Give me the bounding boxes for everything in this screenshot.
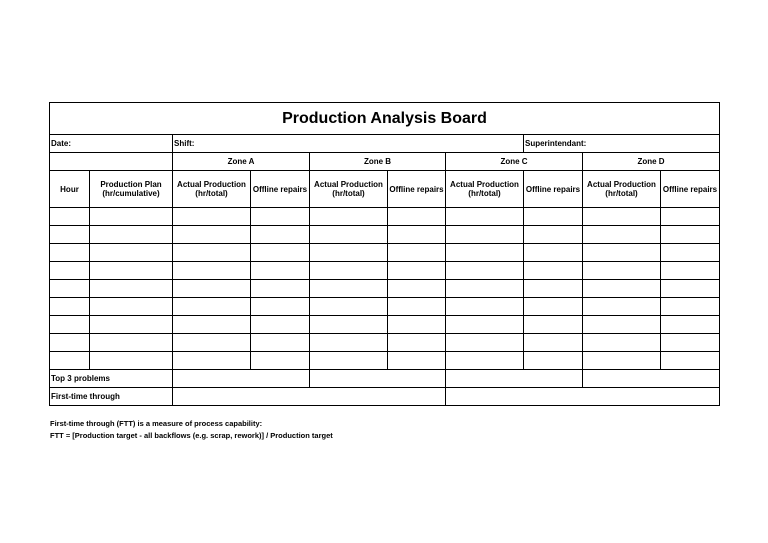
entry-cell[interactable] xyxy=(50,226,90,244)
entry-cell[interactable] xyxy=(90,316,173,334)
entry-cell[interactable] xyxy=(583,262,661,280)
entry-cell[interactable] xyxy=(251,352,310,370)
entry-cell[interactable] xyxy=(173,226,251,244)
actual-header-line1: Actual Production xyxy=(177,180,246,189)
entry-cell[interactable] xyxy=(310,280,388,298)
entry-cell[interactable] xyxy=(310,334,388,352)
actual-header-line2: (hr/total) xyxy=(468,189,501,198)
zone-c-header: Zone C xyxy=(446,153,583,171)
data-row xyxy=(50,226,720,244)
entry-cell[interactable] xyxy=(661,352,720,370)
entry-cell[interactable] xyxy=(583,316,661,334)
zone-b-problems-cell[interactable] xyxy=(310,370,446,388)
data-row xyxy=(50,298,720,316)
data-row xyxy=(50,352,720,370)
actual-header-line2: (hr/total) xyxy=(605,189,638,198)
entry-cell[interactable] xyxy=(173,262,251,280)
entry-cell[interactable] xyxy=(310,298,388,316)
entry-cell[interactable] xyxy=(583,226,661,244)
entry-cell[interactable] xyxy=(661,334,720,352)
entry-cell[interactable] xyxy=(251,226,310,244)
entry-cell[interactable] xyxy=(310,316,388,334)
entry-cell[interactable] xyxy=(50,334,90,352)
entry-cell[interactable] xyxy=(524,334,583,352)
zone-d-offline-header: Offline repairs xyxy=(661,171,720,208)
plan-header-line2: (hr/cumulative) xyxy=(102,189,160,198)
entry-cell[interactable] xyxy=(251,298,310,316)
entry-cell[interactable] xyxy=(90,280,173,298)
entry-cell[interactable] xyxy=(583,208,661,226)
zone-header-spacer xyxy=(50,153,173,171)
entry-cell[interactable] xyxy=(50,244,90,262)
entry-cell[interactable] xyxy=(661,244,720,262)
production-plan-column-header xyxy=(90,171,173,208)
entry-cell[interactable] xyxy=(661,298,720,316)
entry-cell[interactable] xyxy=(173,280,251,298)
entry-cell[interactable] xyxy=(524,280,583,298)
entry-cell[interactable] xyxy=(50,208,90,226)
hour-column-header: Hour xyxy=(50,171,90,208)
plan-header-line1: Production Plan xyxy=(100,180,162,189)
first-time-through-label: First-time through xyxy=(50,388,173,406)
ftt-note-line: FTT = [Production target - all backflows (e.g. scrap, rework)] / Production target xyxy=(50,431,333,440)
entry-cell[interactable] xyxy=(446,244,524,262)
actual-header-line1: Actual Production xyxy=(314,180,383,189)
entry-cell[interactable] xyxy=(524,208,583,226)
shift-field[interactable]: Shift: xyxy=(173,135,524,153)
entry-cell[interactable] xyxy=(446,262,524,280)
entry-cell[interactable] xyxy=(310,226,388,244)
zone-d-header: Zone D xyxy=(583,153,720,171)
board-title: Production Analysis Board xyxy=(50,103,720,135)
entry-cell[interactable] xyxy=(50,316,90,334)
data-row xyxy=(50,334,720,352)
entry-cell[interactable] xyxy=(661,208,720,226)
entry-cell[interactable] xyxy=(388,280,446,298)
entry-cell[interactable] xyxy=(661,262,720,280)
data-row xyxy=(50,280,720,298)
entry-cell[interactable] xyxy=(583,244,661,262)
production-analysis-board xyxy=(49,102,720,406)
superintendant-field[interactable]: Superintendant: xyxy=(524,135,720,153)
entry-cell[interactable] xyxy=(50,262,90,280)
ftt-cell-right[interactable] xyxy=(446,388,720,406)
entry-cell[interactable] xyxy=(50,280,90,298)
entry-cell[interactable] xyxy=(50,352,90,370)
entry-cell[interactable] xyxy=(173,208,251,226)
zone-b-header: Zone B xyxy=(310,153,446,171)
ftt-notes xyxy=(50,418,333,442)
date-field[interactable]: Date: xyxy=(50,135,173,153)
data-row xyxy=(50,316,720,334)
entry-cell[interactable] xyxy=(524,316,583,334)
actual-header-line1: Actual Production xyxy=(587,180,656,189)
entry-cell[interactable] xyxy=(446,226,524,244)
entry-cell[interactable] xyxy=(524,298,583,316)
entry-cell[interactable] xyxy=(388,334,446,352)
entry-cell[interactable] xyxy=(251,334,310,352)
entry-cell[interactable] xyxy=(583,280,661,298)
entry-cell[interactable] xyxy=(251,208,310,226)
entry-cell[interactable] xyxy=(446,316,524,334)
entry-cell[interactable] xyxy=(251,262,310,280)
top-problems-label: Top 3 problems xyxy=(50,370,173,388)
entry-cell[interactable] xyxy=(388,226,446,244)
actual-header-line1: Actual Production xyxy=(450,180,519,189)
entry-cell[interactable] xyxy=(388,316,446,334)
entry-cell[interactable] xyxy=(661,316,720,334)
entry-cell[interactable] xyxy=(310,352,388,370)
zone-b-offline-header: Offline repairs xyxy=(388,171,446,208)
entry-cell[interactable] xyxy=(388,352,446,370)
entry-cell[interactable] xyxy=(583,352,661,370)
zone-a-header: Zone A xyxy=(173,153,310,171)
entry-cell[interactable] xyxy=(251,316,310,334)
entry-cell[interactable] xyxy=(661,280,720,298)
entry-cell[interactable] xyxy=(524,352,583,370)
entry-cell[interactable] xyxy=(583,298,661,316)
zone-a-problems-cell[interactable] xyxy=(173,370,310,388)
entry-cell[interactable] xyxy=(388,262,446,280)
zone-b-actual-header xyxy=(310,171,388,208)
entry-cell[interactable] xyxy=(446,298,524,316)
entry-cell[interactable] xyxy=(251,244,310,262)
entry-cell[interactable] xyxy=(310,244,388,262)
entry-cell[interactable] xyxy=(524,244,583,262)
entry-cell[interactable] xyxy=(251,280,310,298)
data-row xyxy=(50,208,720,226)
actual-header-line2: (hr/total) xyxy=(195,189,228,198)
zone-d-problems-cell[interactable] xyxy=(583,370,720,388)
entry-cell[interactable] xyxy=(661,226,720,244)
entry-cell[interactable] xyxy=(310,208,388,226)
zone-c-problems-cell[interactable] xyxy=(446,370,583,388)
entry-cell[interactable] xyxy=(583,334,661,352)
ftt-cell-left[interactable] xyxy=(173,388,446,406)
entry-cell[interactable] xyxy=(446,352,524,370)
entry-cell[interactable] xyxy=(90,334,173,352)
zone-c-actual-header xyxy=(446,171,524,208)
entry-cell[interactable] xyxy=(90,298,173,316)
zone-c-offline-header: Offline repairs xyxy=(524,171,583,208)
entry-cell[interactable] xyxy=(173,334,251,352)
zone-a-actual-header xyxy=(173,171,251,208)
entry-cell[interactable] xyxy=(90,226,173,244)
entry-cell[interactable] xyxy=(524,262,583,280)
entry-cell[interactable] xyxy=(173,244,251,262)
entry-cell[interactable] xyxy=(50,298,90,316)
entry-cell[interactable] xyxy=(446,334,524,352)
entry-cell[interactable] xyxy=(90,262,173,280)
entry-cell[interactable] xyxy=(524,226,583,244)
ftt-note-line: First-time through (FTT) is a measure of process capability: xyxy=(50,419,263,428)
data-row xyxy=(50,262,720,280)
entry-cell[interactable] xyxy=(310,262,388,280)
data-row xyxy=(50,244,720,262)
entry-cell[interactable] xyxy=(388,244,446,262)
entry-cell[interactable] xyxy=(173,352,251,370)
entry-cell[interactable] xyxy=(90,208,173,226)
zone-d-actual-header xyxy=(583,171,661,208)
entry-cell[interactable] xyxy=(173,316,251,334)
entry-cell[interactable] xyxy=(388,298,446,316)
entry-cell[interactable] xyxy=(90,244,173,262)
actual-header-line2: (hr/total) xyxy=(332,189,365,198)
zone-a-offline-header: Offline repairs xyxy=(251,171,310,208)
entry-cell[interactable] xyxy=(446,208,524,226)
entry-cell[interactable] xyxy=(173,298,251,316)
entry-cell[interactable] xyxy=(90,352,173,370)
entry-cell[interactable] xyxy=(446,280,524,298)
entry-cell[interactable] xyxy=(388,208,446,226)
